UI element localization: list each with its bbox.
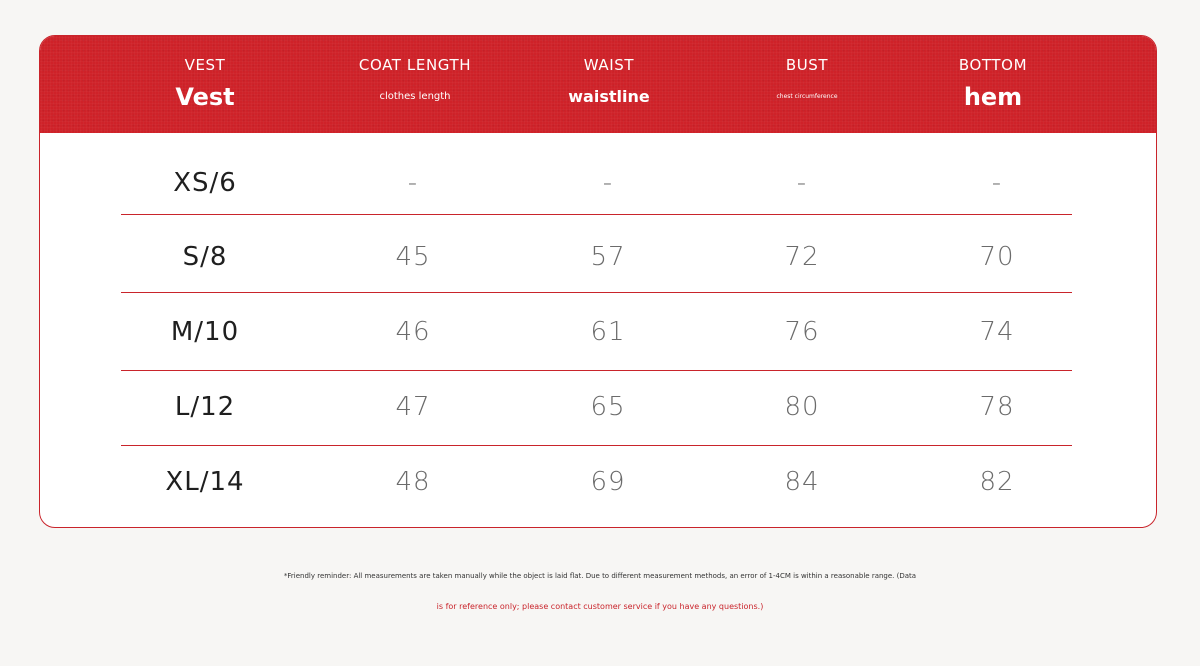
header-col-bottom bbox=[893, 36, 1093, 133]
size-chart-card bbox=[39, 35, 1157, 528]
header-label: COAT LENGTH bbox=[358, 56, 472, 74]
reference-note: is for reference only; please contact customer service if you have any questions.) bbox=[436, 602, 764, 611]
waist-value: 69 bbox=[590, 467, 626, 497]
size-label: XS/6 bbox=[173, 168, 237, 198]
header-sublabel: hem bbox=[963, 83, 1023, 111]
table-row bbox=[40, 295, 1156, 370]
bottom-value: 82 bbox=[979, 467, 1015, 497]
size-label: XL/14 bbox=[165, 467, 245, 497]
header-label: BOTTOM bbox=[958, 56, 1028, 74]
bust-value: 76 bbox=[784, 317, 820, 347]
header-col-bust bbox=[707, 36, 907, 133]
table-header bbox=[40, 36, 1156, 133]
coat-length-value: 48 bbox=[395, 467, 431, 497]
friendly-reminder-note: *Friendly reminder: All measurements are taken manually while the object is laid flat. Due to different measurement methods, an error of 1-4CM is within a reasonable range. (Data bbox=[283, 572, 917, 580]
size-label: S/8 bbox=[182, 242, 228, 272]
bottom-value: 78 bbox=[979, 392, 1015, 422]
bust-value: 72 bbox=[784, 242, 820, 272]
row-divider bbox=[121, 214, 1072, 215]
table-row bbox=[40, 370, 1156, 445]
header-label: BUST bbox=[785, 56, 829, 74]
table-row bbox=[40, 220, 1156, 295]
size-label: L/12 bbox=[174, 392, 236, 422]
header-label: WAIST bbox=[583, 56, 635, 74]
row-divider bbox=[121, 292, 1072, 293]
header-sublabel: chest circumference bbox=[776, 93, 838, 100]
waist-value: 65 bbox=[590, 392, 626, 422]
header-sublabel: clothes length bbox=[379, 91, 451, 102]
header-sublabel: waistline bbox=[568, 87, 650, 106]
bust-value: 80 bbox=[784, 392, 820, 422]
waist-value: 57 bbox=[590, 242, 626, 272]
header-col-vest bbox=[105, 36, 305, 133]
table-row bbox=[40, 146, 1156, 221]
header-label: VEST bbox=[184, 56, 226, 74]
bottom-value: - bbox=[991, 168, 1003, 198]
table-row bbox=[40, 445, 1156, 520]
coat-length-value: - bbox=[407, 168, 419, 198]
header-col-coat-length bbox=[315, 36, 515, 133]
bust-value: - bbox=[796, 168, 808, 198]
waist-value: 61 bbox=[590, 317, 626, 347]
bust-value: 84 bbox=[784, 467, 820, 497]
header-sublabel: Vest bbox=[175, 83, 235, 111]
bottom-value: 70 bbox=[979, 242, 1015, 272]
coat-length-value: 45 bbox=[395, 242, 431, 272]
coat-length-value: 46 bbox=[395, 317, 431, 347]
size-label: M/10 bbox=[170, 317, 240, 347]
coat-length-value: 47 bbox=[395, 392, 431, 422]
bottom-value: 74 bbox=[979, 317, 1015, 347]
waist-value: - bbox=[602, 168, 614, 198]
header-col-waist bbox=[509, 36, 709, 133]
